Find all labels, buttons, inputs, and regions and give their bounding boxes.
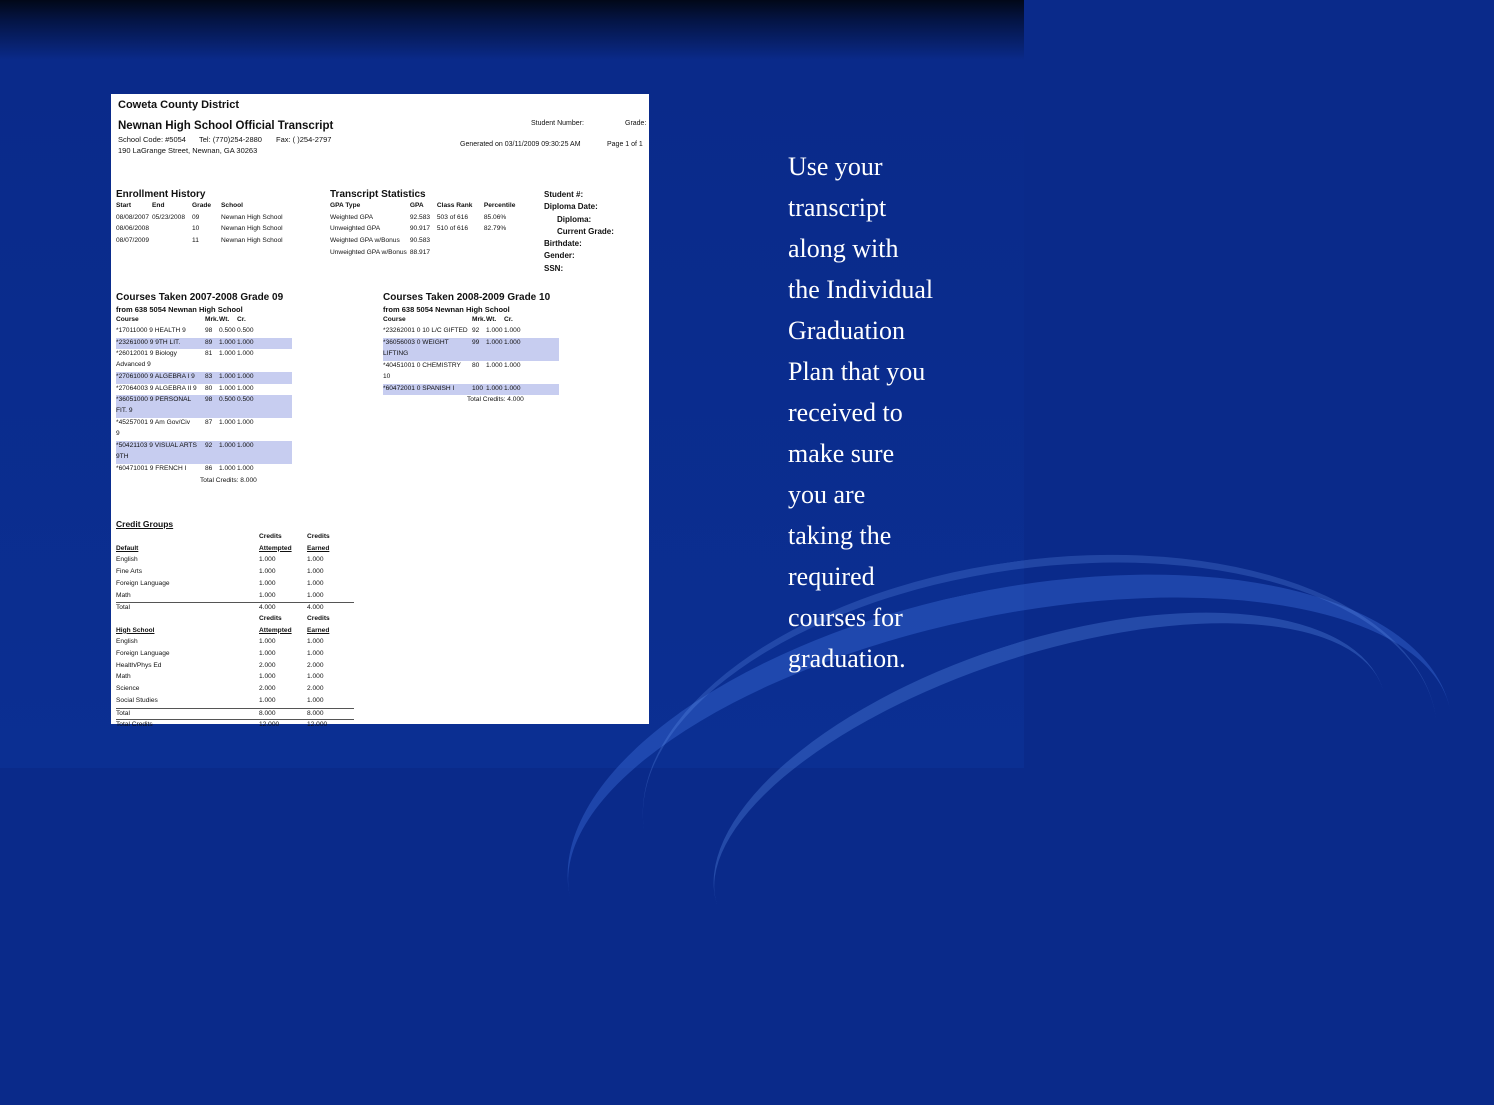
course-total-credits: Total Credits: 4.000 [467,396,524,403]
slide-text-line: the Individual [788,275,934,304]
course-mrk: 80 [472,361,480,369]
student-info-label: Diploma Date: [544,202,598,212]
courses-2007-school: from 638 5054 Newnan High School [116,305,243,314]
credit-cell: Credits [307,614,330,622]
table-cell: Weighted GPA [330,213,374,221]
credit-grand-total-row [116,719,354,732]
enrollment-table [116,202,294,249]
course-l1: *45257001 9 Am Gov/Civ [116,419,191,426]
course-wt: 1.000 [219,442,236,449]
credit-cell: English [116,638,138,646]
course-cr: 0.500 [237,327,254,334]
table-header-cell: End [152,202,165,209]
course-cr: 1.000 [237,442,254,449]
course-mrk: 100 [472,384,484,392]
course-row [116,441,292,464]
table-header-cell: GPA Type [330,202,361,209]
credit-cell: Earned [307,626,330,634]
table-cell [437,237,484,249]
credit-cell: 1.000 [307,579,324,587]
enrollment-history-title: Enrollment History [116,189,206,200]
course-cr: 1.000 [504,361,521,369]
school-fax: Fax: ( )254-2797 [276,135,332,144]
credit-groups-title: Credit Groups [116,519,174,529]
course-l1: *60472001 0 SPANISH I [383,384,455,392]
slide-text-line: you are [788,480,866,509]
course-cr: 1.000 [237,419,254,426]
course-row [116,395,292,418]
credit-cell: Foreign Language [116,579,170,587]
course-cr: 1.000 [504,338,521,346]
course-name-continued: 10 [383,372,391,380]
credit-cell: 1.000 [259,556,276,564]
credit-cell: Math [116,591,131,599]
course-wt: 0.500 [219,327,236,334]
table-cell: 85.06% [483,213,507,221]
table-cell: 09 [192,213,200,221]
slide-text-line: received to [788,398,903,427]
course-header-cell: Cr. [237,316,246,323]
course-row [383,338,559,361]
course-mrk: 98 [205,327,213,334]
table-row [330,237,518,249]
course-row [116,418,292,441]
course-row [383,361,559,384]
courses-2007-list [116,316,292,484]
student-info-label: Gender: [544,251,575,261]
credit-cell: 1.000 [307,650,324,657]
credit-cell: English [116,556,138,564]
credit-cell: Attempted [259,626,292,634]
course-wt: 1.000 [219,384,236,392]
table-cell: 05/23/2008 [152,213,186,221]
credit-row [116,684,354,696]
table-cell: 08/08/2007 [116,213,150,221]
student-info-label: Birthdate: [544,239,582,249]
course-row [383,384,559,396]
credit-cell: Fine Arts [116,568,143,576]
student-info-label: Current Grade: [557,226,614,236]
table-cell [484,237,519,249]
course-wt: 1.000 [219,373,236,380]
table-header-cell: Class Rank [436,202,473,209]
course-wt: 1.000 [486,338,503,346]
course-header-cell: Cr. [504,316,513,323]
credit-row [116,637,354,649]
course-mrk: 81 [205,350,213,357]
course-cr: 1.000 [237,465,254,472]
course-row [116,338,292,350]
slide-text-line: graduation. [788,644,906,673]
table-cell: Unweighted GPA w/Bonus [330,248,407,256]
course-name-continued: FIT. 9 [116,407,133,414]
credit-cell: Total [116,709,130,717]
course-cr: 1.000 [504,384,521,392]
credit-cell: Attempted [259,544,292,552]
course-l1: *23262001 0 10 L/C GIFTED [383,327,468,334]
school-code: School Code: #5054 [118,135,186,144]
table-cell [152,237,192,249]
course-l1: *36051000 9 PERSONAL [116,396,192,403]
credit-cell: 4.000 [259,604,276,612]
credit-row [116,672,354,684]
course-mrk: 98 [205,396,213,403]
credit-cell: 1.000 [307,591,324,599]
slide-text-line: Graduation [788,316,905,345]
transcript-image [111,94,649,729]
credit-cell: Science [116,685,140,693]
course-mrk: 86 [205,465,213,472]
credit-cell: Math [116,673,131,681]
slide-text-line: Use your [788,152,883,181]
slide-text-line: transcript [788,193,887,222]
credit-col-header [116,614,354,626]
school-tel: Tel: (770)254-2880 [199,135,262,144]
table-cell: 82.79% [483,225,507,233]
slide-text-line: Plan that you [788,357,926,386]
course-mrk: 89 [205,338,213,346]
credit-cell: 4.000 [307,604,324,612]
transcript-statistics-title: Transcript Statistics [330,189,426,200]
student-info-label: Student #: [544,190,584,199]
course-header-cell: Course [383,316,406,323]
credit-cell: 1.000 [307,556,324,564]
credit-cell: 1.000 [307,696,324,704]
credit-cell: 1.000 [259,638,276,646]
slide-text-line: make sure [788,439,895,468]
course-total-credits: Total Credits: 8.000 [200,476,257,484]
student-number-label: Student Number: [531,120,584,127]
slide-text-line: taking the [788,521,892,550]
credit-col-header [116,626,354,638]
table-cell [437,249,484,261]
credit-cell: 2.000 [307,661,324,669]
course-wt: 1.000 [486,327,503,334]
credit-cell: High School [116,626,155,634]
course-cr: 1.000 [504,327,521,334]
credit-cell: Credits [307,533,330,540]
course-name-continued: 9 [116,430,120,437]
courses-2008-list [383,316,559,404]
course-l1: *26012001 9 Biology [116,350,177,357]
credit-cell: 1.000 [307,638,324,646]
table-row [330,249,518,261]
table-header-cell: Grade [192,202,212,209]
course-cr: 1.000 [237,350,254,357]
course-row [116,464,292,476]
courses-2007-title: Courses Taken 2007-2008 Grade 09 [116,292,284,303]
course-header-cell: Mrk. [472,316,486,323]
table-row [116,214,294,226]
credit-cell: Total Credits [116,721,153,729]
table-cell: Newnan High School [221,225,283,233]
statistics-table [330,202,518,260]
table-header-cell: Start [116,202,132,209]
credit-cell: 1.000 [259,579,276,587]
slide-text-line: required [788,562,875,591]
student-info-label: Diploma: [557,214,592,224]
slide-text-line: courses for [788,603,903,632]
course-cr: 0.500 [237,396,254,403]
course-wt: 1.000 [219,419,236,426]
credit-cell: 1.000 [307,673,324,681]
student-info-label: SSN: [544,263,564,273]
table-cell: Newnan High School [221,237,283,245]
credit-cell: Credits [259,533,282,540]
credit-cell: 2.000 [259,685,276,693]
credit-cell: Credits [259,614,282,622]
course-l1: *50421103 9 VISUAL ARTS [116,442,197,449]
course-l1: *60471001 9 FRENCH I [116,465,187,472]
table-cell: 90.583 [409,237,431,245]
course-l1: *40451001 0 CHEMISTRY [383,361,461,369]
table-row [330,214,518,226]
credit-cell: 1.000 [307,568,324,576]
credit-cell: 12.000 [259,721,280,729]
course-row [116,349,292,372]
credit-cell: 8.000 [307,709,324,717]
course-mrk: 83 [205,373,213,380]
table-cell: 92.583 [409,213,431,221]
credit-row [116,696,354,708]
credit-col-header [116,532,354,544]
credit-cell: 1.000 [259,568,276,576]
table-cell: 510 of 616 [436,225,469,233]
credit-cell: 8.000 [259,709,276,717]
course-header-cell: Mrk. [205,316,219,323]
credit-cell: 1.000 [259,673,276,681]
course-name-continued: 9TH [116,453,129,460]
course-wt: 1.000 [486,361,503,369]
credit-row [116,661,354,673]
course-wt: 1.000 [219,465,236,472]
course-mrk: 80 [205,384,213,392]
course-wt: 1.000 [219,350,236,357]
table-header-cell: GPA [409,202,424,209]
credit-row [116,579,354,591]
courses-2008-title: Courses Taken 2008-2009 Grade 10 [383,292,551,303]
credit-cell: 2.000 [259,661,276,669]
slide-text-line: along with [788,234,899,263]
table-cell: 503 of 616 [436,213,469,221]
credit-cell: Total [116,604,130,612]
credit-row [116,555,354,567]
course-l1: *27061000 9 ALGEBRA I 9 [116,373,195,380]
course-header-row [383,316,559,326]
table-cell: Newnan High School [221,213,283,221]
table-row [116,237,294,249]
table-cell [152,225,192,237]
credit-row [116,567,354,579]
grade-label: Grade: [625,120,647,127]
course-cr: 1.000 [237,338,254,346]
table-row [330,225,518,237]
course-cr: 1.000 [237,373,254,380]
table-cell: 08/07/2009 [116,237,150,245]
courses-2008-school: from 638 5054 Newnan High School [383,305,510,314]
table-cell: 90.917 [409,225,431,233]
transcript-title: Newnan High School Official Transcript [118,120,334,132]
table-row [116,225,294,237]
course-cr: 1.000 [237,384,254,392]
course-wt: 1.000 [486,384,503,392]
course-wt: 0.500 [219,396,236,403]
course-mrk: 87 [205,419,213,426]
credit-row [116,649,354,661]
course-header-cell: Wt. [486,316,497,323]
table-cell: 88.917 [409,248,431,256]
course-l1: *27064003 9 ALGEBRA II 9 [116,384,197,392]
table-cell: 08/06/2008 [116,225,150,233]
credit-cell: Foreign Language [116,650,170,657]
credit-cell: 1.000 [259,591,276,599]
course-row [116,372,292,384]
credit-cell: Social Studies [116,696,158,704]
generated-date: Generated on 03/11/2009 09:30:25 AM [460,141,581,148]
table-cell [484,249,519,261]
credit-cell: 1.000 [259,650,276,657]
table-header-cell: School [221,202,243,209]
table-cell: 11 [192,237,199,245]
course-header-cell: Wt. [219,316,230,323]
course-name-continued: Advanced 9 [116,361,151,368]
course-row [116,384,292,396]
course-header-row [116,316,292,326]
table-cell: Weighted GPA w/Bonus [330,237,400,245]
course-mrk: 99 [472,338,480,346]
course-name-continued: LIFTING [383,349,409,357]
credit-cell: 12.000 [307,721,328,729]
credit-row [116,591,354,603]
course-mrk: 92 [205,442,213,449]
course-row [116,326,292,338]
credit-cell: Health/Phys Ed [116,661,162,669]
table-cell: Unweighted GPA [330,225,381,233]
credit-cell: Earned [307,544,330,552]
table-header-cell: Percentile [483,202,516,209]
course-wt: 1.000 [219,338,236,346]
credit-col-header [116,544,354,556]
credit-cell: 1.000 [259,696,276,704]
course-l1: *36056003 0 WEIGHT [383,338,449,346]
credit-cell: Default [116,544,139,552]
course-l1: *23261000 9 9TH LIT. [116,338,181,346]
credit-cell: 2.000 [307,685,324,693]
course-row [383,326,559,338]
course-l1: *17011000 9 HEALTH 9 [116,327,186,334]
district-name: Coweta County District [118,99,240,111]
page-number: Page 1 of 1 [607,141,643,148]
student-info [544,189,614,275]
slide-body-text [788,146,988,679]
school-address: 190 LaGrange Street, Newnan, GA 30263 [118,146,258,155]
table-cell: 10 [192,225,200,233]
course-header-cell: Course [116,316,139,323]
course-mrk: 92 [472,327,480,334]
